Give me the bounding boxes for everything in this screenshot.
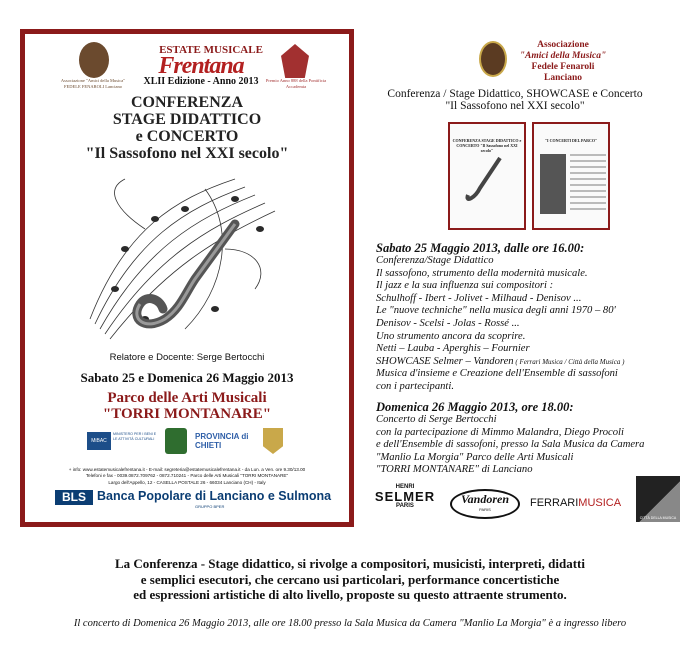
- provincia-logo: PROVINCIA di CHIETI: [195, 432, 249, 450]
- citta-della-musica-logo: CITTÀ DELLA MUSICA: [636, 476, 680, 522]
- ministry-label: MINISTERO PER I BENI E LE ATTIVITÀ CULTURALI: [113, 432, 157, 441]
- poster: [20, 29, 354, 527]
- saxophone-illustration: [85, 169, 295, 344]
- left-emblem-caption: Associazione "Amici della Musica" FEDELE FENAROLI Lanciano: [60, 78, 126, 89]
- mibac-logo: MiBAC: [87, 432, 111, 450]
- ferrari-musica-logo: FERRARIMUSICA: [530, 497, 622, 509]
- region-crest: [165, 428, 187, 454]
- tower-thumbnail-icon: [540, 154, 566, 214]
- venue-name: Parco delle Arti Musicali "TORRI MONTANARE": [102, 390, 272, 422]
- poster-title: CONFERENZA STAGE DIDATTICO e CONCERTO "Il Sassofono nel XXI secolo": [85, 94, 289, 162]
- saxophone-thumbnail-icon: [450, 153, 524, 213]
- conference-description: La Conferenza - Stage didattico, si rivolge a compositori, musicisti, interpreti, didatti e semplici esecutori, che cercano usi particolari, performance concertistiche ed espressioni artistiche di alto livello, proposte su questo attraente strumento.: [115, 556, 585, 602]
- sunday-heading: Domenica 26 Maggio 2013, ore 18.00:: [376, 400, 574, 414]
- fenaroli-portrait: [479, 41, 507, 77]
- bank-group: GRUPPO BPER: [195, 504, 225, 509]
- saturday-heading: Sabato 25 Maggio 2013, dalle ore 16.00:: [376, 241, 585, 255]
- poster-thumbnail-right[interactable]: "I CONCERTI DEL PARCO": [532, 122, 610, 230]
- edition-label: XLII Edizione - Anno 2013: [143, 76, 259, 87]
- poster-thumbnail-left[interactable]: CONFERENZA STAGE DIDATTICO e CONCERTO "Il Sassofono nel XXI secolo": [448, 122, 526, 230]
- event-heading: Conferenza / Stage Didattico, SHOWCASE e Concerto "Il Sassofono nel XXI secolo": [387, 88, 643, 112]
- vandoren-logo: Vandoren PARIS: [450, 489, 520, 519]
- speaker-line: Relatore e Docente: Serge Bertocchi: [109, 352, 265, 363]
- sunday-section: Domenica 26 Maggio 2013, ore 18.00: Concerto di Serge Bertocchi con la partecipazione di Mimmo Malandra, Diego Procoli e dell'Ensemble di sassofoni, presso la Sala Musica da Camera "Manlio La Morgia" Parco delle Arti Musicali "TORRI MONTANARE" di Lanciano: [376, 400, 676, 477]
- bank-name: Banca Popolare di Lanciano e Sulmona: [97, 489, 332, 503]
- fenaroli-portrait-emblem: [79, 42, 109, 78]
- saturday-section: Sabato 25 Maggio 2013, dalle ore 16.00: Conferenza/Stage Didattico Il sassofono, strumento della modernità musicale. Il jazz e la sua influenza sui compositori : Schulhoff - Ibert - Jolivet - Milhaud - Denisov ... Le "nuove techniche" nella musica degli anni 1970 – 80' Denisov - Scelsi - Jolas - Rossé ... Uno strumento ancora da scoprire. Netti – Lauba - Aperghis – Fournier SHOWCASE Selmer – Vandoren ( Ferrari Musica / Città della Musica ) Musica d'insieme e Creazione dell'Ensemble di sassofoni con i partecipanti.: [376, 241, 676, 394]
- free-entry-note: Il concerto di Domenica 26 Maggio 2013, alle ore 18.00 presso la Sala Musica da Camera "Manlio La Morgia" è a ingresso libero: [73, 618, 627, 629]
- institution-logos: [87, 426, 287, 458]
- association-header: Associazione "Amici della Musica" Fedele Fenaroli Lanciano: [519, 40, 607, 83]
- right-emblem-caption: Premio Anno 888 della Pontificia Accademia: [265, 78, 327, 89]
- brand-logo: Frentana: [158, 53, 244, 79]
- selmer-logo: HENRI SELMER PARIS: [374, 484, 436, 509]
- program-thumbnail-lines: [570, 154, 606, 214]
- contacts: + info: www.estatemusicalefrentana.it - E-mail: segreteria@estatemusicalefrentana.it - da Lun. a Ven. ore 9.30/13.00 Telefoni e fax - 0039.0872.709762 - 0872.710241 - Parco delle Arti Musicali "TORRI MONTANARE" Largo dell'Appello, 12 - CASELLA POSTALE 26 - 66034 Lanciano (CH) - Italy: [68, 467, 306, 485]
- event-dates: Sabato 25 e Domenica 26 Maggio 2013: [80, 370, 294, 385]
- city-crest: [263, 428, 283, 454]
- bank-logo: BLS: [55, 490, 93, 505]
- festival-label: ESTATE MUSICALE: [159, 44, 263, 56]
